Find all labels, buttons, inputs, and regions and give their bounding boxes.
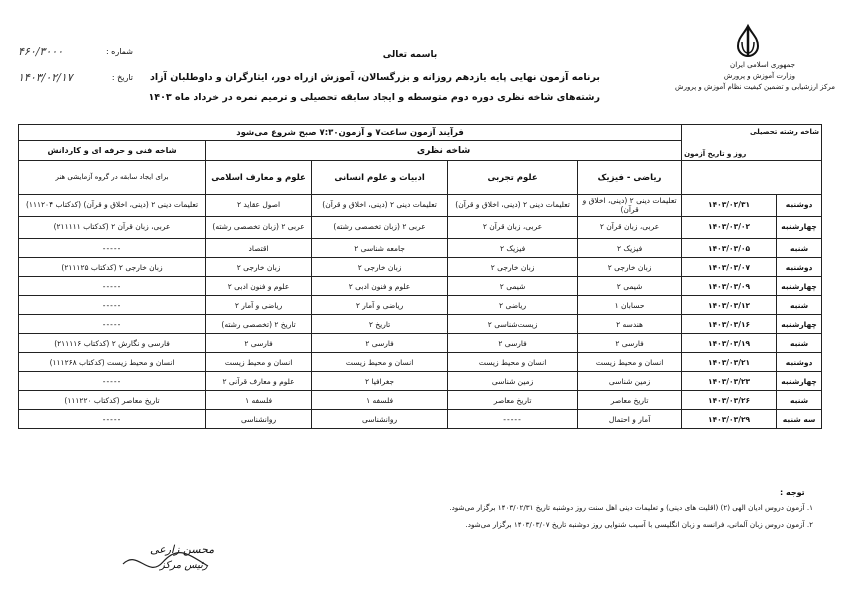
field-header-cell — [682, 125, 822, 161]
col-math: ریاضی - فیزیک — [578, 161, 682, 195]
math-cell: هندسه ۲ — [578, 315, 682, 334]
meta-block — [18, 40, 133, 92]
exp-cell: زیست‌شناسی ۲ — [448, 315, 578, 334]
exp-cell: تاریخ معاصر — [448, 391, 578, 410]
exp-cell: فیزیک ۲ — [448, 239, 578, 258]
date-cell: ۱۴۰۳/۰۳/۰۲ — [682, 217, 777, 239]
exp-cell: فارسی ۲ — [448, 334, 578, 353]
tech-cell: ----- — [19, 315, 206, 334]
hum-cell: ریاضی و آمار ۲ — [312, 296, 448, 315]
exp-cell: زمین شناسی — [448, 372, 578, 391]
notes-heading: توجه : — [780, 488, 805, 497]
exam-schedule-table — [18, 124, 822, 429]
note-1: ۱. آزمون دروس ادیان الهی (۲) (اقلیت های دینی) و تعلیمات دینی اهل سنت روز دوشنبه تاریخ ۱۴۰۳/۰۲/۳۱ برگزار می‌شود. — [449, 503, 813, 512]
table-row — [19, 258, 822, 277]
date-cell: ۱۴۰۳/۰۳/۲۳ — [682, 372, 777, 391]
hum-cell: جامعه شناسی ۲ — [312, 239, 448, 258]
exp-cell: انسان و محیط زیست — [448, 353, 578, 372]
table-row — [19, 195, 822, 217]
hum-cell: علوم و فنون ادبی ۲ — [312, 277, 448, 296]
date-cell: ۱۴۰۳/۰۳/۲۶ — [682, 391, 777, 410]
col-exp: علوم تجربی — [448, 161, 578, 195]
day-cell: دوشنبه — [777, 195, 822, 217]
tech-sub: برای ایجاد سابقه در گروه آزمایشی هنر — [19, 161, 206, 195]
math-cell: فیزیک ۲ — [578, 239, 682, 258]
tech-cell: ----- — [19, 372, 206, 391]
isl-cell: زبان خارجی ۲ — [206, 258, 312, 277]
tech-branch: شاخه فنی و حرفه ای و کاردانش — [19, 141, 206, 161]
day-cell: دوشنبه — [777, 258, 822, 277]
tech-cell: انسان و محیط زیست (کدکتاب ۱۱۱۲۶۸) — [19, 353, 206, 372]
math-cell: حسابان ۱ — [578, 296, 682, 315]
day-cell: چهارشنبه — [777, 315, 822, 334]
hum-cell: فارسی ۲ — [312, 334, 448, 353]
date-cell: ۱۴۰۳/۰۳/۰۹ — [682, 277, 777, 296]
table-row — [19, 391, 822, 410]
isl-cell: انسان و محیط زیست — [206, 353, 312, 372]
title-line1: برنامه آزمون نهایی پایه یازدهم روزانه و بزرگسالان، آموزش ازراه دور، ایثارگران و داوطلبان آزاد — [150, 72, 600, 83]
isl-cell: روانشناسی — [206, 410, 312, 429]
table-row — [19, 334, 822, 353]
table-row — [19, 217, 822, 239]
day-cell: شنبه — [777, 391, 822, 410]
date-cell: ۱۴۰۳/۰۳/۱۲ — [682, 296, 777, 315]
isl-cell: اصول عقاید ۲ — [206, 195, 312, 217]
org-block — [640, 60, 835, 93]
hum-cell: انسان و محیط زیست — [312, 353, 448, 372]
day-date-header: روز و تاریخ آزمون — [684, 149, 747, 158]
date-cell: ۱۴۰۳/۰۲/۳۱ — [682, 195, 777, 217]
hum-cell: روانشناسی — [312, 410, 448, 429]
day-date-spacer — [682, 161, 822, 195]
tech-cell: تعلیمات دینی ۲ (دینی، اخلاق و قرآن) (کدکتاب ۱۱۱۲۰۴) — [19, 195, 206, 217]
tech-cell: ----- — [19, 410, 206, 429]
isl-cell: علوم و فنون ادبی ۲ — [206, 277, 312, 296]
math-cell: انسان و محیط زیست — [578, 353, 682, 372]
tech-cell: ----- — [19, 277, 206, 296]
math-cell: زبان خارجی ۲ — [578, 258, 682, 277]
exp-cell: زبان خارجی ۲ — [448, 258, 578, 277]
isl-cell: ریاضی و آمار ۲ — [206, 296, 312, 315]
day-cell: چهارشنبه — [777, 217, 822, 239]
banner: فرآیند آزمون ساعت۷ و آزمون۷:۳۰ صبح شروع می‌شود — [19, 125, 682, 141]
isl-cell: عربی ۲ (زبان تخصصی رشته) — [206, 217, 312, 239]
day-cell: دوشنبه — [777, 353, 822, 372]
isl-cell: اقتصاد — [206, 239, 312, 258]
math-cell: شیمی ۲ — [578, 277, 682, 296]
exp-cell: عربی، زبان قرآن ۲ — [448, 217, 578, 239]
date-cell: ۱۴۰۳/۰۳/۱۶ — [682, 315, 777, 334]
org-line3: مرکز ارزشیابی و تضمین کیفیت نظام آموزش و پرورش — [675, 83, 835, 91]
day-cell: شنبه — [777, 334, 822, 353]
isl-cell: علوم و معارف قرآنی ۲ — [206, 372, 312, 391]
exp-cell: ----- — [448, 410, 578, 429]
math-cell: آمار و احتمال — [578, 410, 682, 429]
math-cell: تعلیمات دینی ۲ (دینی، اخلاق و قرآن) — [578, 195, 682, 217]
exp-cell: ریاضی ۲ — [448, 296, 578, 315]
col-isl: علوم و معارف اسلامی — [206, 161, 312, 195]
date-cell: ۱۴۰۳/۰۳/۱۹ — [682, 334, 777, 353]
table-row — [19, 410, 822, 429]
day-cell: شنبه — [777, 296, 822, 315]
date-value: ۱۴۰۳/۰۲/۱۷ — [18, 70, 73, 84]
tech-cell: فارسی و نگارش ۲ (کدکتاب ۲۱۱۱۱۶) — [19, 334, 206, 353]
emblem-icon — [730, 22, 766, 60]
isl-cell: فارسی ۲ — [206, 334, 312, 353]
basmala: باسمه تعالی — [382, 50, 438, 60]
table-row — [19, 315, 822, 334]
number-label: شماره : — [105, 46, 133, 56]
org-line2: وزارت آموزش و پرورش — [723, 72, 795, 80]
col-hum: ادبیات و علوم انسانی — [312, 161, 448, 195]
org-line1: جمهوری اسلامی ایران — [730, 61, 795, 69]
table-row — [19, 296, 822, 315]
day-cell: سه شنبه — [777, 410, 822, 429]
isl-cell: تاریخ ۲ (تخصصی رشته) — [206, 315, 312, 334]
date-cell: ۱۴۰۳/۰۳/۰۷ — [682, 258, 777, 277]
exp-cell: تعلیمات دینی ۲ (دینی، اخلاق و قرآن) — [448, 195, 578, 217]
hum-cell: عربی ۲ (زبان تخصصی رشته) — [312, 217, 448, 239]
number-value: ۴۶۰/۳۰۰۰ — [18, 44, 64, 58]
table-row — [19, 239, 822, 258]
day-cell: چهارشنبه — [777, 372, 822, 391]
date-label: تاریخ : — [111, 72, 133, 82]
math-cell: فارسی ۲ — [578, 334, 682, 353]
tech-cell: تاریخ معاصر (کدکتاب ۱۱۱۲۲۰) — [19, 391, 206, 410]
day-cell: چهارشنبه — [777, 277, 822, 296]
title-line2: رشته‌های شاخه نظری دوره دوم متوسطه و ایجاد سابقه تحصیلی و ترمیم نمره در خرداد ماه ۱۴۰۳ — [148, 92, 600, 103]
date-cell: ۱۴۰۳/۰۳/۲۹ — [682, 410, 777, 429]
math-cell: عربی، زبان قرآن ۲ — [578, 217, 682, 239]
hum-cell: زبان خارجی ۲ — [312, 258, 448, 277]
hum-cell: تاریخ ۲ — [312, 315, 448, 334]
tech-cell: عربی، زبان قرآن ۲ (کدکتاب ۲۱۱۱۱۱) — [19, 217, 206, 239]
date-cell: ۱۴۰۳/۰۳/۲۱ — [682, 353, 777, 372]
exp-cell: شیمی ۲ — [448, 277, 578, 296]
note-2: ۲. آزمون دروس زبان آلمانی، فرانسه و زبان انگلیسی با آسیب شنوایی روز دوشنبه تاریخ ۱۴۰۳/۰۳/۰۷ برگزار می‌شود. — [465, 520, 813, 529]
hum-cell: فلسفه ۱ — [312, 391, 448, 410]
signature-title: رئیس مرکز — [160, 560, 208, 571]
math-cell: تاریخ معاصر — [578, 391, 682, 410]
math-cell: زمین شناسی — [578, 372, 682, 391]
field-header: شاخه رشته تحصیلی — [750, 127, 820, 136]
isl-cell: فلسفه ۱ — [206, 391, 312, 410]
theory-branch: شاخه نظری — [206, 141, 682, 161]
signature-scribble — [118, 544, 218, 584]
day-cell: شنبه — [777, 239, 822, 258]
table-row — [19, 353, 822, 372]
date-cell: ۱۴۰۳/۰۳/۰۵ — [682, 239, 777, 258]
signature-name: محسن زارعی — [150, 543, 215, 556]
hum-cell: تعلیمات دینی ۲ (دینی، اخلاق و قرآن) — [312, 195, 448, 217]
table-row — [19, 277, 822, 296]
tech-cell: ----- — [19, 296, 206, 315]
tech-cell: زبان خارجی ۲ (کدکتاب ۲۱۱۱۲۵) — [19, 258, 206, 277]
tech-cell: ----- — [19, 239, 206, 258]
hum-cell: جغرافیا ۲ — [312, 372, 448, 391]
table-row — [19, 372, 822, 391]
